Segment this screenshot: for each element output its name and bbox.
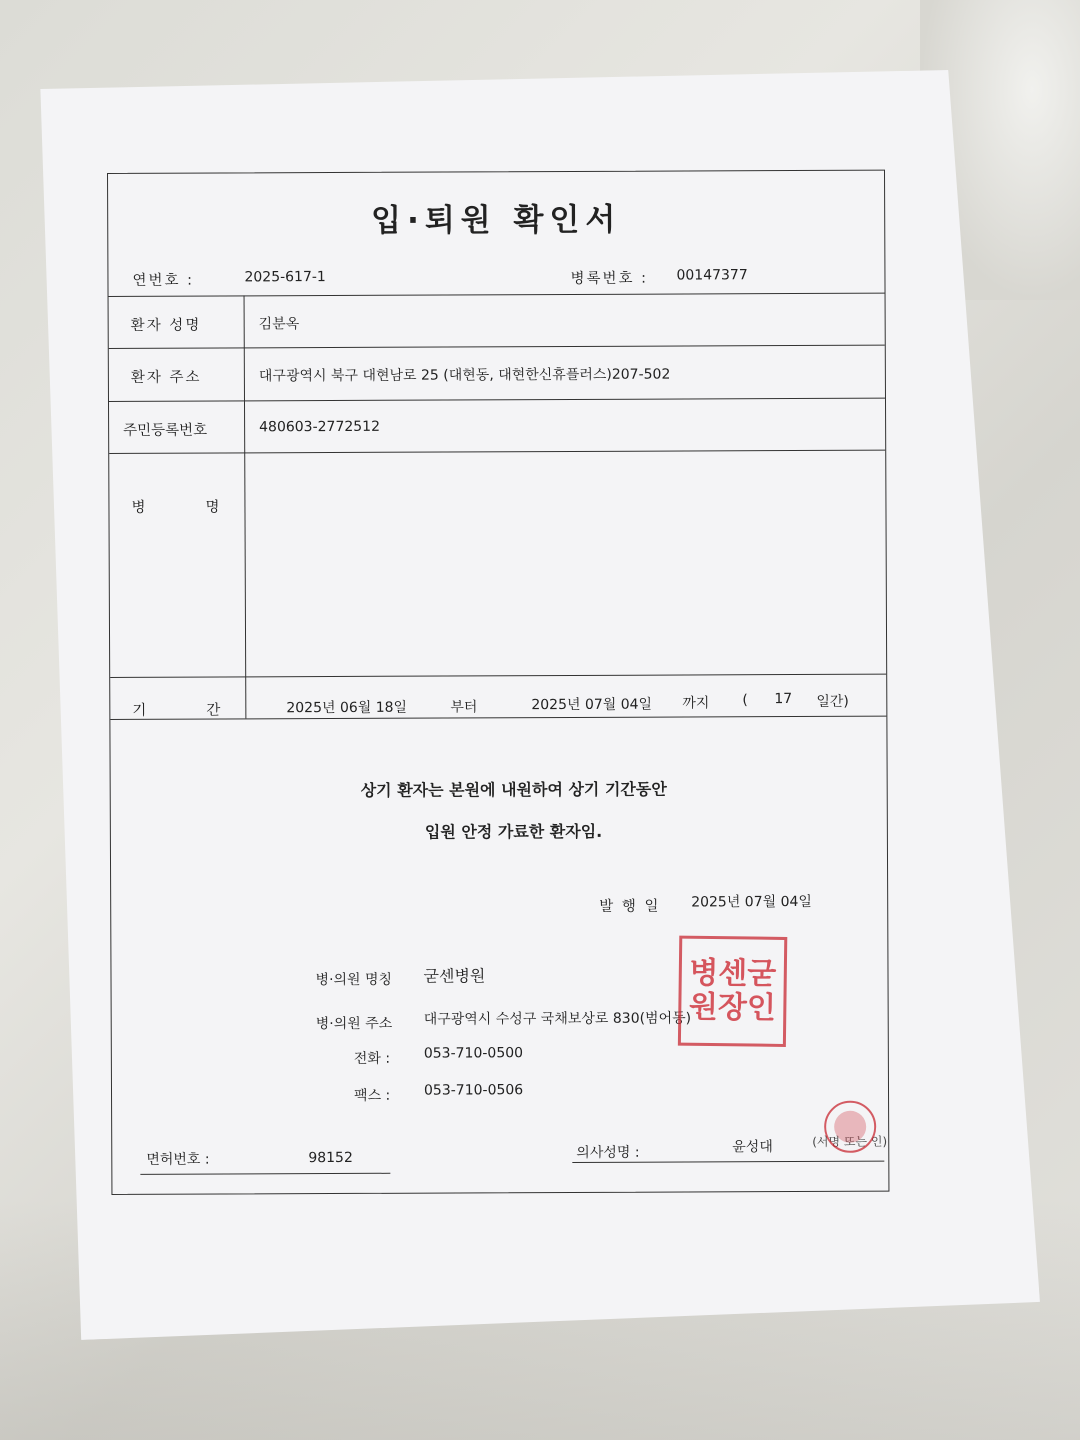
serial-value: 2025-617-1 [244,269,326,286]
doctor-seal [824,1101,876,1153]
row-divider [109,345,885,349]
statement-line-1: 상기 환자는 본원에 내원하여 상기 기간동안 [360,779,667,800]
fax-label: 팩스 : [353,1087,391,1104]
issue-date-label: 발 행 일 [599,898,661,915]
hospital-address-value: 대구광역시 수성구 국채보상로 830(범어동) [423,1010,692,1028]
patient-address-value: 대구광역시 북구 대현남로 25 (대현동, 대현한신휴플러스)207-502 [258,366,671,385]
hospital-name-label: 병·의원 명칭 [315,971,393,989]
doctor-underline [572,1161,884,1163]
period-until-text: 까지 [682,695,710,712]
column-divider [244,295,247,718]
resident-id-value: 480603-2772512 [259,418,381,436]
record-value: 00147377 [676,267,748,284]
period-label-part1: 기 [132,702,149,719]
statement-line-2: 입원 안정 가료한 환자임. [424,821,603,842]
row-divider [109,293,885,297]
row-divider [109,398,885,402]
patient-name-value: 김분옥 [258,316,300,333]
hospital-name-value: 굳센병원 [423,966,486,986]
issue-date-value: 2025년 07월 04일 [691,893,812,911]
doctor-name: 윤성대 [732,1139,773,1156]
document-title: 입·퇴원 확인서 [371,201,622,239]
license-value: 98152 [308,1149,353,1167]
period-days-unit: 일간) [816,693,849,710]
row-divider [110,674,886,678]
period-open-paren: ( [742,692,748,709]
period-days: 17 [774,691,793,708]
serial-label: 연번호 : [132,272,195,289]
diagnosis-value-area [249,454,880,672]
hospital-seal: 병 센 굳 원 장 인 [678,936,787,1047]
diagnosis-label-part2: 명 [205,499,222,516]
resident-id-label: 주민등록번호 [123,422,208,439]
patient-name-label: 환자 성명 [130,317,202,334]
diagnosis-label-part1: 병 [131,499,148,516]
license-underline [140,1173,390,1175]
license-label: 면허번호 : [146,1151,210,1168]
record-label: 병록번호 : [570,270,649,287]
certificate-frame [107,170,889,1195]
signature-note: (서명 또는 인) [812,1134,888,1149]
period-end-date: 2025년 07월 04일 [531,696,653,714]
fax-value: 053-710-0506 [423,1082,524,1099]
hospital-address-label: 병·의원 주소 [315,1015,393,1033]
period-from-text: 부터 [450,699,478,716]
period-start-date: 2025년 06월 18일 [286,699,408,717]
period-label-part2: 간 [206,702,223,719]
phone-value: 053-710-0500 [423,1045,524,1062]
patient-address-label: 환자 주소 [130,369,202,386]
phone-label: 전화 : [353,1050,391,1067]
doctor-label: 의사성명 : [576,1144,640,1161]
row-divider [110,716,886,720]
